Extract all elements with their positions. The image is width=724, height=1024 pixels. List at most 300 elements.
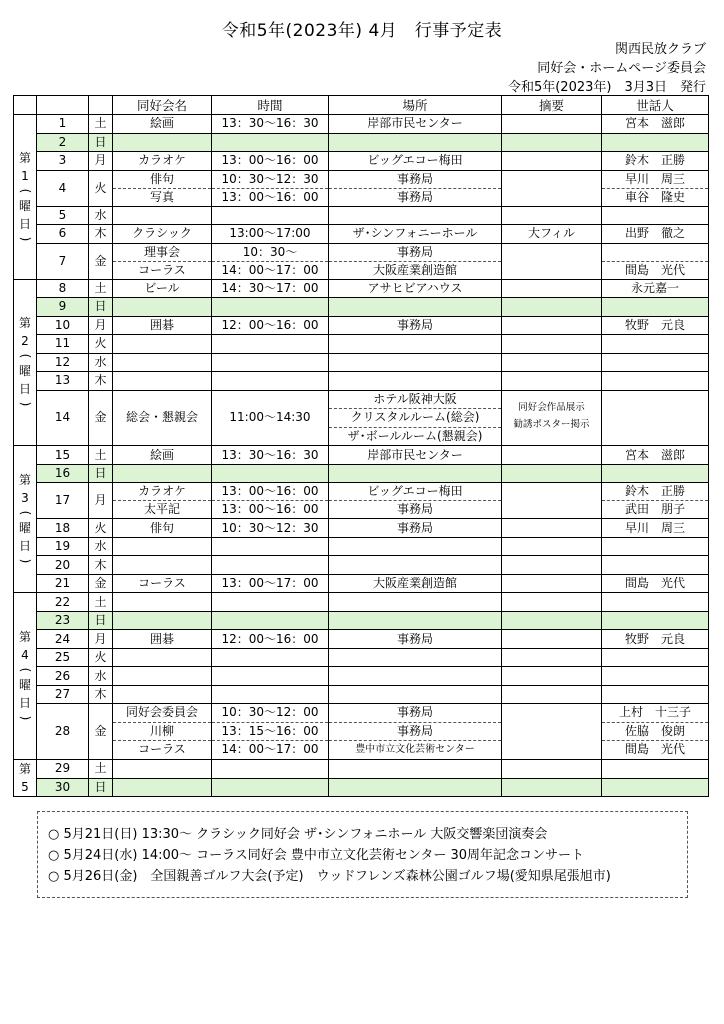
- organizer-cell: 宮本 滋郎: [602, 115, 709, 134]
- place-line: クリスタルルーム(総会): [329, 408, 501, 427]
- club-cell: [113, 298, 212, 317]
- weekday-cell: 月: [89, 483, 113, 519]
- note-cell: [502, 778, 602, 797]
- weekday-cell: 日: [89, 611, 113, 630]
- table-row: [14, 630, 709, 649]
- event-note: ○ 5月21日(日) 13:30〜 クラシック同好会 ザ･シンフォニホール 大阪交響楽団演奏会: [48, 827, 548, 842]
- table-row: [14, 279, 709, 298]
- place-cell: [329, 760, 502, 779]
- day-cell: 29: [37, 760, 89, 779]
- table-row: [14, 704, 709, 760]
- club-cell: 俳句: [113, 519, 212, 538]
- club-line: コーラス: [113, 740, 211, 759]
- paren-open: (: [18, 188, 32, 194]
- weekday-cell: 火: [89, 519, 113, 538]
- club-cell: ビール: [113, 279, 212, 298]
- weekday-cell: 金: [89, 243, 113, 279]
- place-line: 事務局: [329, 722, 501, 741]
- day-cell: 3: [37, 152, 89, 171]
- club-line: 俳句: [149, 171, 174, 186]
- note-cell: [502, 648, 602, 667]
- place-cell: ビッグエコー梅田: [329, 152, 502, 171]
- time-cell: [212, 243, 329, 279]
- weekday-cell: 月: [89, 152, 113, 171]
- organizer-line: 早川 周三: [624, 171, 685, 186]
- weekday-cell: 日: [89, 778, 113, 797]
- time-cell: [212, 778, 329, 797]
- table-row: [14, 778, 709, 797]
- table-row: [14, 611, 709, 630]
- club-cell: [113, 760, 212, 779]
- day-cell: 18: [37, 519, 89, 538]
- organizer-cell: [602, 611, 709, 630]
- week-note-char: 日: [18, 382, 31, 397]
- time-line: 13：00〜16：00: [212, 188, 328, 206]
- note-cell: [502, 335, 602, 354]
- organizer-cell: [602, 685, 709, 704]
- time-cell: [212, 170, 329, 206]
- week-label-char: 第: [18, 473, 31, 488]
- day-cell: 23: [37, 611, 89, 630]
- club-cell: [113, 243, 212, 279]
- organizer-cell: [602, 372, 709, 391]
- club-cell: [113, 170, 212, 206]
- club-cell: [113, 335, 212, 354]
- week-label-cell: [14, 115, 37, 280]
- weekday-cell: 金: [89, 574, 113, 593]
- weekday-cell: 日: [89, 133, 113, 152]
- table-row: [14, 298, 709, 317]
- time-cell: 13:00〜17:00: [212, 225, 329, 244]
- note-cell: [502, 760, 602, 779]
- day-cell: 30: [37, 778, 89, 797]
- time-line: 14：00〜17：00: [212, 261, 328, 279]
- weekday-cell: 土: [89, 446, 113, 465]
- note-cell: [502, 630, 602, 649]
- day-cell: 26: [37, 667, 89, 686]
- organizer-cell: [602, 537, 709, 556]
- club-cell: [113, 372, 212, 391]
- club-cell: 囲碁: [113, 316, 212, 335]
- table-row: [14, 206, 709, 225]
- organizer-cell: [602, 335, 709, 354]
- weekday-cell: 木: [89, 225, 113, 244]
- day-cell: 11: [37, 335, 89, 354]
- week-label-cell: [14, 446, 37, 593]
- time-line: 10：30〜12：30: [221, 171, 319, 186]
- organizer-cell: [602, 206, 709, 225]
- organizer-cell: [602, 170, 709, 206]
- week-label-cell: [14, 593, 37, 760]
- week-label-char: 1: [21, 168, 29, 183]
- day-cell: 19: [37, 537, 89, 556]
- time-cell: [212, 483, 329, 519]
- club-line: コーラス: [113, 261, 211, 279]
- table-row: [14, 316, 709, 335]
- note-cell: [502, 298, 602, 317]
- note-cell: [502, 372, 602, 391]
- place-cell: [329, 170, 502, 206]
- weekday-cell: 水: [89, 537, 113, 556]
- week-label: [14, 149, 36, 245]
- weekday-cell: 金: [89, 704, 113, 760]
- table-row: [14, 170, 709, 206]
- table-row: [14, 685, 709, 704]
- week-label-cell: [14, 760, 37, 797]
- note-cell: [502, 519, 602, 538]
- organizer-line: 上村 十三子: [618, 705, 691, 720]
- note-line: 勧誘ポスター掲示: [513, 418, 590, 430]
- paren-close: ): [18, 558, 32, 564]
- weekday-cell: 水: [89, 206, 113, 225]
- week-label: [14, 471, 36, 567]
- place-cell: [329, 298, 502, 317]
- day-cell: 4: [37, 170, 89, 206]
- weekday-cell: 木: [89, 685, 113, 704]
- place-cell: [329, 243, 502, 279]
- place-cell: 岸部市民センター: [329, 446, 502, 465]
- club-line: カラオケ: [138, 484, 186, 499]
- place-line: 事務局: [396, 705, 433, 720]
- paren-close: ): [18, 715, 32, 721]
- organizer-cell: [602, 556, 709, 575]
- paren-open: (: [18, 354, 32, 359]
- day-cell: 22: [37, 593, 89, 612]
- weekday-cell: 火: [89, 648, 113, 667]
- place-line: 大阪産業創造館: [329, 261, 501, 279]
- time-cell: [212, 353, 329, 372]
- club-cell: [113, 483, 212, 519]
- time-cell: [212, 133, 329, 152]
- place-cell: [329, 611, 502, 630]
- club-cell: [113, 778, 212, 797]
- week-note-char: 日: [18, 539, 31, 554]
- note-cell: [502, 170, 602, 206]
- organizer-line: [602, 244, 708, 261]
- place-cell: [329, 537, 502, 556]
- place-cell: [329, 353, 502, 372]
- weekday-cell: 水: [89, 667, 113, 686]
- day-cell: 10: [37, 316, 89, 335]
- club-line: 川柳: [113, 722, 211, 741]
- week-label-char: 第: [18, 630, 31, 645]
- table-row: [14, 353, 709, 372]
- club-line: 写真: [113, 188, 211, 206]
- club-cell: コーラス: [113, 574, 212, 593]
- note-cell: [502, 593, 602, 612]
- weekday-cell: 日: [89, 298, 113, 317]
- place-line: ホテル阪神大阪: [373, 391, 457, 406]
- place-cell: 大阪産業創造館: [329, 574, 502, 593]
- place-cell: 事務局: [329, 519, 502, 538]
- week-label: [14, 628, 36, 724]
- place-cell: [329, 685, 502, 704]
- note-cell: [502, 115, 602, 134]
- organizer-cell: [602, 353, 709, 372]
- organizer-line: 鈴木 正勝: [624, 484, 685, 499]
- table-row: [14, 152, 709, 171]
- time-cell: 12：00〜16：00: [212, 630, 329, 649]
- time-line: 14：00〜17：00: [212, 740, 328, 759]
- weekday-cell: 土: [89, 760, 113, 779]
- club-cell: [113, 685, 212, 704]
- page-title: 令和5年(2023年) 4月 行事予定表: [221, 21, 503, 41]
- note-cell: 大フィル: [502, 225, 602, 244]
- club-cell: [113, 667, 212, 686]
- table-row: [14, 446, 709, 465]
- place-line: 事務局: [329, 188, 501, 206]
- event-note: ○ 5月24日(水) 14:00〜 コーラス同好会 豊中市立文化芸術センター 30周年記念コンサート: [48, 848, 585, 863]
- place-cell: 事務局: [329, 630, 502, 649]
- time-cell: [212, 372, 329, 391]
- organizer-cell: 鈴木 正勝: [602, 152, 709, 171]
- club-cell: 絵画: [113, 115, 212, 134]
- club-cell: [113, 537, 212, 556]
- organizer-cell: [602, 778, 709, 797]
- club-cell: [113, 611, 212, 630]
- time-cell: [212, 648, 329, 667]
- organizer-line: 佐脇 俊朗: [602, 722, 708, 741]
- header-time: 時間: [212, 96, 329, 115]
- time-cell: [212, 537, 329, 556]
- header-organizer: 世話人: [602, 96, 709, 115]
- day-cell: 15: [37, 446, 89, 465]
- place-cell: [329, 667, 502, 686]
- organizer-cell: [602, 133, 709, 152]
- day-cell: 21: [37, 574, 89, 593]
- week-note-char: 曜: [18, 678, 31, 693]
- weekday-cell: 火: [89, 170, 113, 206]
- note-cell: [502, 704, 602, 760]
- place-cell: [329, 335, 502, 354]
- issue-date: 令和5年(2023年) 3月3日 発行: [507, 80, 706, 95]
- weekday-cell: 土: [89, 115, 113, 134]
- club-cell: 囲碁: [113, 630, 212, 649]
- day-cell: 13: [37, 372, 89, 391]
- week-label-char: 第: [18, 762, 31, 777]
- organizer-cell: [602, 667, 709, 686]
- week-label-char: 3: [21, 491, 29, 506]
- time-cell: 13：30〜16：30: [212, 115, 329, 134]
- time-cell: [212, 667, 329, 686]
- club-cell: [113, 206, 212, 225]
- time-cell: [212, 335, 329, 354]
- time-cell: 13：00〜16：00: [212, 152, 329, 171]
- week-note-char: 曜: [18, 364, 31, 379]
- table-row: [14, 760, 709, 779]
- note-cell: [502, 152, 602, 171]
- time-cell: [212, 611, 329, 630]
- organizer-cell: 出野 徹之: [602, 225, 709, 244]
- note-line: 同好会作品展示: [518, 401, 585, 413]
- week-label-char: 第: [18, 316, 31, 331]
- day-cell: 17: [37, 483, 89, 519]
- place-line: ザ･ボールルーム(懇親会): [329, 427, 501, 446]
- note-cell: [502, 537, 602, 556]
- table-row: [14, 519, 709, 538]
- week-note-char: 日: [18, 696, 31, 711]
- day-cell: 2: [37, 133, 89, 152]
- place-line: 事務局: [396, 244, 433, 259]
- organizer-cell: [602, 648, 709, 667]
- organizer-line: 車谷 隆史: [602, 188, 708, 206]
- day-cell: 7: [37, 243, 89, 279]
- place-cell: [329, 390, 502, 446]
- time-cell: [212, 760, 329, 779]
- day-cell: 25: [37, 648, 89, 667]
- paren-close: ): [18, 402, 32, 407]
- time-cell: [212, 464, 329, 483]
- time-cell: [212, 685, 329, 704]
- schedule-table: [13, 95, 709, 797]
- weekday-cell: 日: [89, 464, 113, 483]
- organizer-cell: 牧野 元良: [602, 316, 709, 335]
- organizer-cell: [602, 390, 709, 446]
- place-line: 事務局: [396, 171, 433, 186]
- weekday-cell: 水: [89, 353, 113, 372]
- table-row: [14, 464, 709, 483]
- place-cell: アサヒビアハウス: [329, 279, 502, 298]
- table-row: [14, 225, 709, 244]
- place-cell: [329, 206, 502, 225]
- time-cell: [212, 704, 329, 760]
- organizer-cell: [602, 483, 709, 519]
- table-row: [14, 243, 709, 279]
- upcoming-events-box: [37, 811, 688, 898]
- time-cell: [212, 298, 329, 317]
- table-row: [14, 133, 709, 152]
- note-cell: [502, 483, 602, 519]
- organizer-line: 間島 光代: [602, 261, 708, 279]
- organizer-cell: [602, 298, 709, 317]
- table-row: [14, 667, 709, 686]
- organizer-cell: 宮本 滋郎: [602, 446, 709, 465]
- organizer-cell: 間島 光代: [602, 574, 709, 593]
- day-cell: 5: [37, 206, 89, 225]
- week-note-char: 曜: [18, 521, 31, 536]
- time-line: 13：15〜16：00: [212, 722, 328, 741]
- time-cell: [212, 556, 329, 575]
- time-cell: 13：00〜17：00: [212, 574, 329, 593]
- day-cell: 27: [37, 685, 89, 704]
- note-cell: [502, 464, 602, 483]
- club-cell: [113, 353, 212, 372]
- table-row: [14, 390, 709, 446]
- header-club: 同好会名: [113, 96, 212, 115]
- schedule-body: [14, 115, 709, 797]
- note-cell: [502, 206, 602, 225]
- club-cell: 総会・懇親会: [113, 390, 212, 446]
- organizer-cell: [602, 464, 709, 483]
- day-cell: 16: [37, 464, 89, 483]
- day-cell: 28: [37, 704, 89, 760]
- publisher-committee: 同好会・ホームページ委員会: [537, 61, 706, 76]
- place-cell: ザ･シンフォニーホール: [329, 225, 502, 244]
- place-cell: [329, 556, 502, 575]
- weekday-cell: 金: [89, 390, 113, 446]
- note-cell: [502, 353, 602, 372]
- week-label-cell: [14, 279, 37, 446]
- table-row: [14, 648, 709, 667]
- place-line: 事務局: [329, 500, 501, 518]
- club-cell: [113, 704, 212, 760]
- week-label: [14, 760, 36, 796]
- club-line: 理事会: [143, 244, 180, 259]
- day-cell: 14: [37, 390, 89, 446]
- header-row: [14, 96, 709, 115]
- place-cell: [329, 372, 502, 391]
- paren-open: (: [18, 667, 32, 673]
- time-line: 13：00〜16：00: [212, 500, 328, 518]
- club-cell: [113, 133, 212, 152]
- weekday-cell: 月: [89, 630, 113, 649]
- weekday-cell: 火: [89, 335, 113, 354]
- weekday-cell: 木: [89, 372, 113, 391]
- club-cell: [113, 648, 212, 667]
- week-note-char: 曜: [18, 198, 31, 213]
- table-row: [14, 537, 709, 556]
- place-line: 豊中市立文化芸術センター: [329, 740, 501, 759]
- organizer-cell: 牧野 元良: [602, 630, 709, 649]
- note-cell: [502, 574, 602, 593]
- header-place: 場所: [329, 96, 502, 115]
- place-cell: [329, 778, 502, 797]
- week-note-char: 日: [18, 216, 31, 231]
- club-cell: カラオケ: [113, 152, 212, 171]
- note-cell: [502, 556, 602, 575]
- place-cell: [329, 648, 502, 667]
- paren-close: ): [18, 236, 32, 242]
- note-cell: [502, 279, 602, 298]
- table-row: [14, 115, 709, 134]
- club-cell: [113, 593, 212, 612]
- week-label-char: 5: [21, 780, 29, 795]
- club-cell: クラシック: [113, 225, 212, 244]
- note-cell: [502, 446, 602, 465]
- organizer-cell: 永元嘉一: [602, 279, 709, 298]
- weekday-cell: 月: [89, 316, 113, 335]
- table-row: [14, 372, 709, 391]
- place-cell: [329, 483, 502, 519]
- time-cell: 14：30〜17：00: [212, 279, 329, 298]
- week-label-char: 第: [18, 150, 31, 165]
- organizer-line: 武田 朋子: [602, 500, 708, 518]
- table-row: [14, 574, 709, 593]
- day-cell: 20: [37, 556, 89, 575]
- day-cell: 6: [37, 225, 89, 244]
- club-cell: [113, 464, 212, 483]
- club-line: 同好会委員会: [125, 705, 198, 720]
- place-cell: [329, 133, 502, 152]
- day-cell: 9: [37, 298, 89, 317]
- time-cell: [212, 206, 329, 225]
- place-cell: [329, 704, 502, 760]
- table-row: [14, 593, 709, 612]
- time-line: 10：30〜12：00: [221, 705, 319, 720]
- time-cell: [212, 593, 329, 612]
- time-cell: 12：00〜16：00: [212, 316, 329, 335]
- note-cell: [502, 667, 602, 686]
- week-label-char: 2: [21, 334, 29, 349]
- organizer-cell: [602, 593, 709, 612]
- time-line: 13：00〜16：00: [221, 484, 319, 499]
- week-label-char: 4: [21, 648, 29, 663]
- place-cell: 岸部市民センター: [329, 115, 502, 134]
- note-cell: [502, 685, 602, 704]
- weekday-cell: 土: [89, 593, 113, 612]
- day-cell: 1: [37, 115, 89, 134]
- publisher-name: 関西民放クラブ: [614, 42, 706, 57]
